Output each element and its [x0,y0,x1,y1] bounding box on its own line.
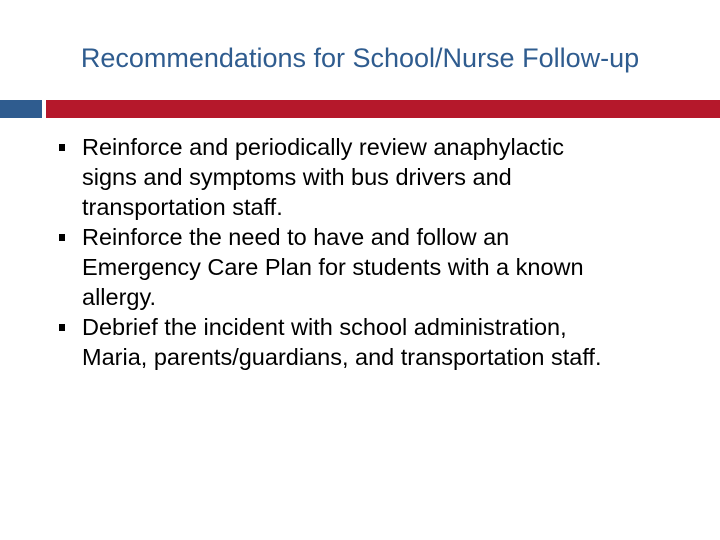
square-bullet-icon [59,324,65,331]
bullet-line: Maria, parents/guardians, and transportation staff. [82,344,602,370]
list-item [0,222,720,312]
list-item [0,132,720,222]
bullet-line: signs and symptoms with bus drivers and [82,164,512,190]
slide-title: Recommendations for School/Nurse Follow-up [80,43,640,73]
bullet-line: Reinforce and periodically review anaphylactic [82,134,565,160]
list-item [0,312,720,372]
bullet-line: transportation staff. [82,194,283,220]
accent-bar-right [46,100,720,118]
accent-bar-left [0,100,42,118]
bullet-list [0,132,720,372]
square-bullet-icon [59,144,65,151]
bullet-line: Emergency Care Plan for students with a known [82,254,584,280]
bullet-line: Debrief the incident with school administration, [82,314,567,340]
bullet-line: Reinforce the need to have and follow an [82,224,510,250]
bullet-line: allergy. [82,284,157,310]
square-bullet-icon [59,234,65,241]
